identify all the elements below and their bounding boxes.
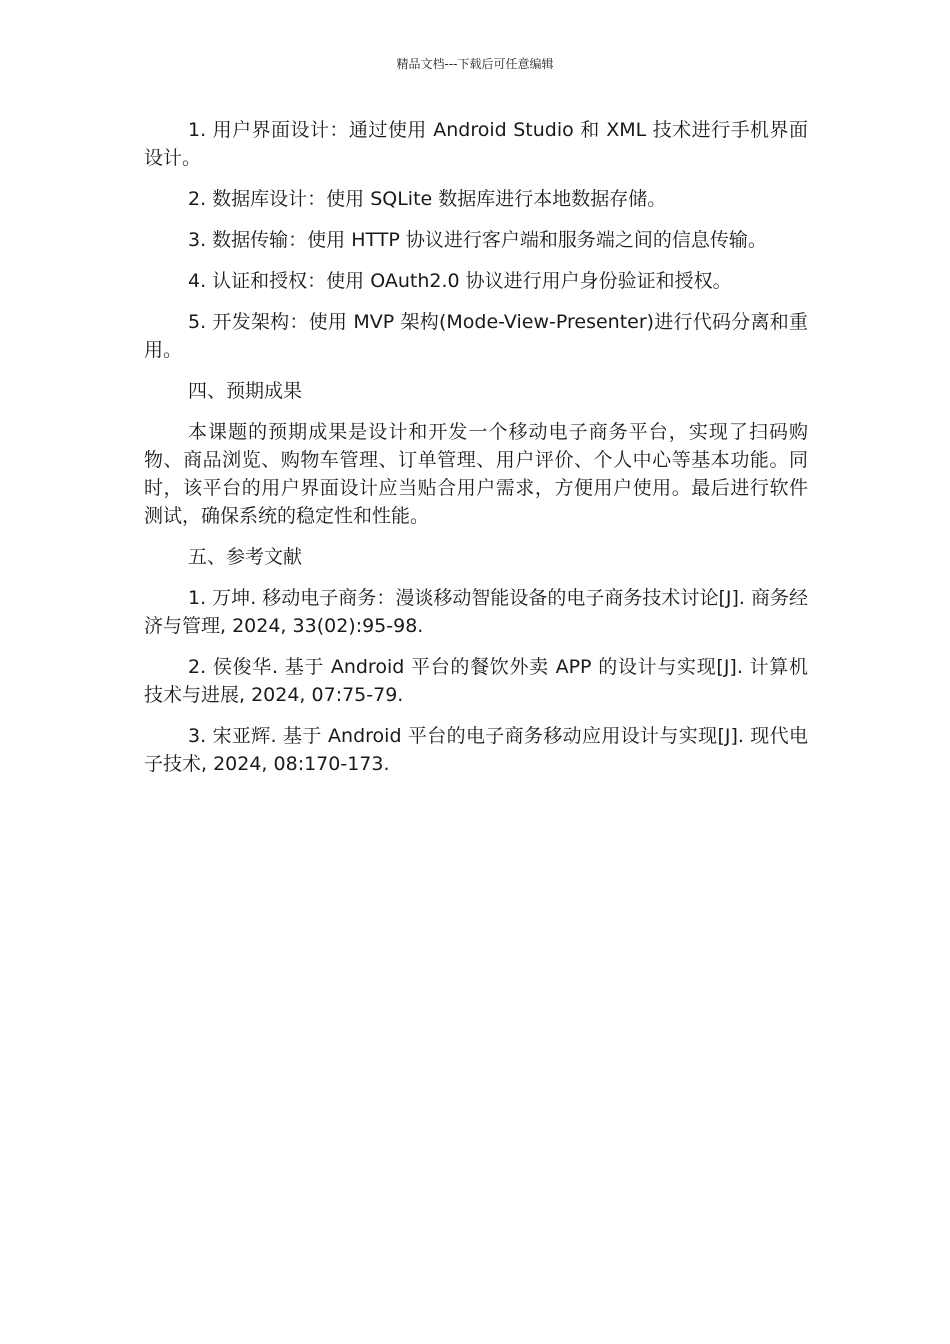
expected-results-paragraph: 本课题的预期成果是设计和开发一个移动电子商务平台，实现了扫码购物、商品浏览、购物车管理、订单管理、用户评价、个人中心等基本功能。同时，该平台的用户界面设计应当贴合用户需求，方便用户使用。最后进行软件测试，确保系统的稳定性和性能。: [144, 421, 808, 527]
reference-item-1: 1. 万坤. 移动电子商务：漫谈移动智能设备的电子商务技术讨论[J]. 商务经济与管理, 2024, 33(02):95-98.: [144, 587, 808, 637]
page-header: 精品文档---下载后可任意编辑: [396, 57, 554, 71]
tech-item-ui-design: 1. 用户界面设计：通过使用 Android Studio 和 XML 技术进行手机界面设计。: [144, 119, 808, 169]
tech-item-data-transfer: 3. 数据传输：使用 HTTP 协议进行客户端和服务端之间的信息传输。: [188, 229, 767, 251]
reference-item-2: 2. 侯俊华. 基于 Android 平台的餐饮外卖 APP 的设计与实现[J]. 计算机技术与进展, 2024, 07:75-79.: [144, 656, 808, 706]
tech-item-database-design: 2. 数据库设计：使用 SQLite 数据库进行本地数据存储。: [188, 188, 667, 210]
tech-item-architecture: 5. 开发架构：使用 MVP 架构(Mode-View-Presenter)进行代码分离和重用。: [144, 311, 808, 361]
document-body: [144, 116, 808, 791]
section-heading-references: 五、参考文献: [188, 546, 303, 568]
section-heading-expected-results: 四、预期成果: [188, 380, 303, 402]
reference-item-3: 3. 宋亚辉. 基于 Android 平台的电子商务移动应用设计与实现[J]. 现代电子技术, 2024, 08:170-173.: [144, 725, 808, 775]
tech-item-auth: 4. 认证和授权：使用 OAuth2.0 协议进行用户身份验证和授权。: [188, 270, 732, 292]
